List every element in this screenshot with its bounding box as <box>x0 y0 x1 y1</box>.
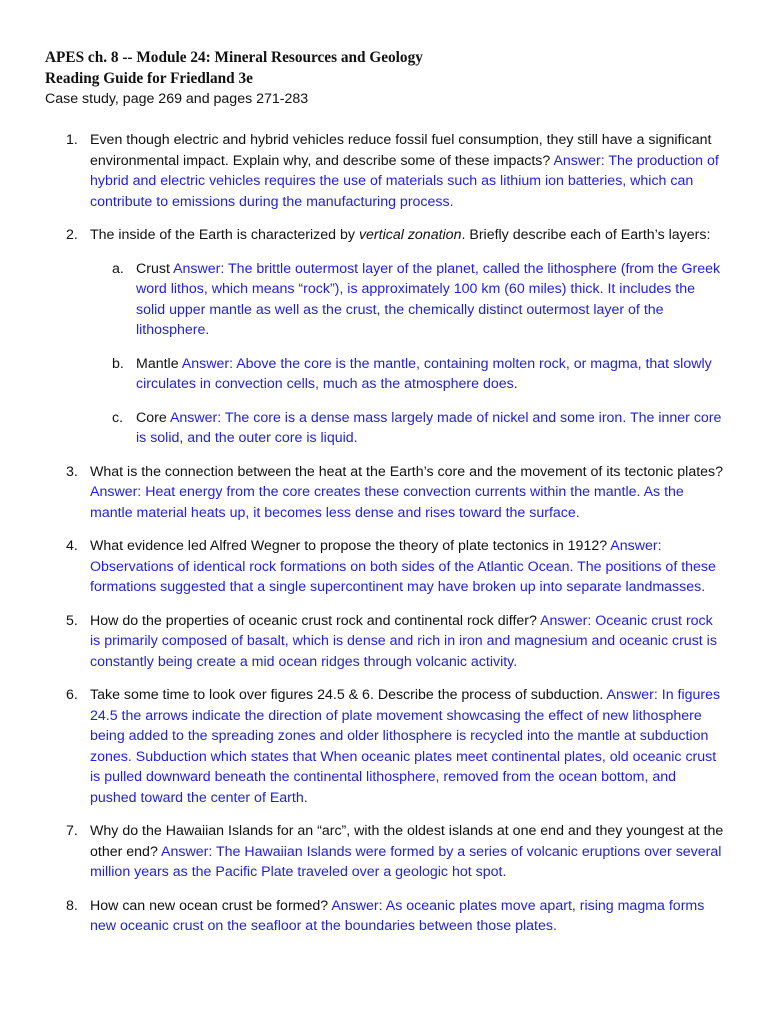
document-title: APES ch. 8 -- Module 24: Mineral Resources and Geology <box>45 49 423 66</box>
answer-text: The Hawaiian Islands were formed by a series of volcanic eruptions over several million years as the Pacific Plate traveled over a geologic hot spot. <box>90 843 722 880</box>
answer-text: Oceanic crust rock is primarily composed of basalt, which is dense and rich in iron and magnesium and oceanic crust is constantly being create a mid ocean ridges through volcanic activity. <box>90 612 717 670</box>
question-text: How can new ocean crust be formed? <box>90 897 329 914</box>
question-number: 3. <box>66 463 78 480</box>
question-text: Take some time to look over figures 24.5 & 6. Describe the process of subduction. <box>90 687 604 703</box>
answer-label: Answer: <box>610 538 662 554</box>
question-list <box>45 130 725 950</box>
answer-label: Answer: <box>181 355 234 372</box>
question-text: What evidence led Alfred Wegner to propose the theory of plate tectonics in 1912? <box>90 538 608 554</box>
question-number: 8. <box>66 897 78 914</box>
answer-label: Answer: <box>161 843 213 860</box>
answer-label: Answer: <box>169 409 222 426</box>
answer-text: The core is a dense mass largely made of nickel and some iron. The inner core is solid, and the outer core is liquid. <box>136 409 722 446</box>
question-item <box>45 130 725 212</box>
sublist-letter: a. <box>112 260 124 277</box>
answer-label: Answer: <box>331 897 383 914</box>
sublist-item <box>90 354 725 395</box>
document-subtitle: Reading Guide for Friedland 3e <box>45 70 253 87</box>
answer-label: Answer: <box>606 687 658 703</box>
question-number: 2. <box>66 227 78 243</box>
question-text: . Briefly describe each of Earth’s layers: <box>461 227 711 243</box>
answer-label: Answer: <box>90 484 142 500</box>
sublist-item <box>90 259 725 341</box>
answer-text: Heat energy from the core creates these convection currents within the mantle. As the mantle material heats up, it becomes less dense and rises toward the surface. <box>90 484 684 521</box>
question-text: The inside of the Earth is characterized by <box>90 227 355 243</box>
question-item <box>45 896 725 937</box>
layer-sublist <box>90 259 725 449</box>
sublist-letter: b. <box>112 355 124 372</box>
question-item <box>45 536 725 598</box>
document-header <box>45 47 735 109</box>
question-text: How do the properties of oceanic crust rock and continental rock differ? <box>90 612 537 629</box>
question-item <box>45 685 725 808</box>
question-item <box>45 821 725 883</box>
answer-label: Answer: <box>173 260 225 277</box>
sublist-item <box>90 408 725 449</box>
sublist-label: Core <box>136 409 167 426</box>
answer-label: Answer: <box>540 612 592 629</box>
answer-text: As oceanic plates move apart, rising magma forms new oceanic crust on the seafloor at the boundaries between those plates. <box>90 897 705 934</box>
sublist-label: Crust <box>136 260 170 277</box>
answer-text: The brittle outermost layer of the planet, called the lithosphere (from the Greek word lithos, which means “rock”), is approximately 100 km (60 miles) thick. It includes the solid upper mantle as well as the crust, the chemically distinct outermost layer of the lithosphere. <box>136 260 721 338</box>
question-number: 6. <box>66 687 78 703</box>
question-number: 4. <box>66 538 78 554</box>
question-item <box>45 462 725 524</box>
sublist-letter: c. <box>112 409 124 426</box>
answer-text: In figures 24.5 the arrows indicate the direction of plate movement showcasing the effect of new lithosphere being added to the spreading zones and older lithosphere is recycled into the mantle at subduction zones. Subduction which states that When oceanic plates meet continental plates, old oceanic crust is pulled downward beneath the continental lithosphere, removed from the ocean bottom, and pushed toward the center of Earth. <box>90 687 721 806</box>
question-number: 1. <box>66 132 78 148</box>
question-emphasis: vertical zonation <box>358 227 462 243</box>
answer-text: Observations of identical rock formations on both sides of the Atlantic Ocean. The positions of these formations suggested that a single supercontinent may have broken up into separate landmasses. <box>90 558 716 595</box>
question-item <box>45 611 725 673</box>
answer-text: The production of hybrid and electric vehicles requires the use of materials such as lithium ion batteries, which can contribute to emissions during the manufacturing process. <box>90 152 719 210</box>
answer-text: Above the core is the mantle, containing molten rock, or magma, that slowly circulates in convection cells, much as the atmosphere does. <box>136 355 712 392</box>
answer-label: Answer: <box>553 152 605 169</box>
page-reference: Case study, page 269 and pages 271-283 <box>45 91 309 107</box>
question-text: What is the connection between the heat at the Earth’s core and the movement of its tectonic plates? <box>90 463 724 480</box>
question-text: Even though electric and hybrid vehicles reduce fossil fuel consumption, they still have a significant environmental impact. Explain why, and describe some of these impacts? <box>90 132 712 169</box>
question-item <box>45 225 725 449</box>
question-number: 5. <box>66 612 78 629</box>
question-number: 7. <box>66 823 78 839</box>
question-text: Why do the Hawaiian Islands for an “arc”, with the oldest islands at one end and they youngest at the other end? <box>90 823 724 860</box>
sublist-label: Mantle <box>136 355 179 372</box>
